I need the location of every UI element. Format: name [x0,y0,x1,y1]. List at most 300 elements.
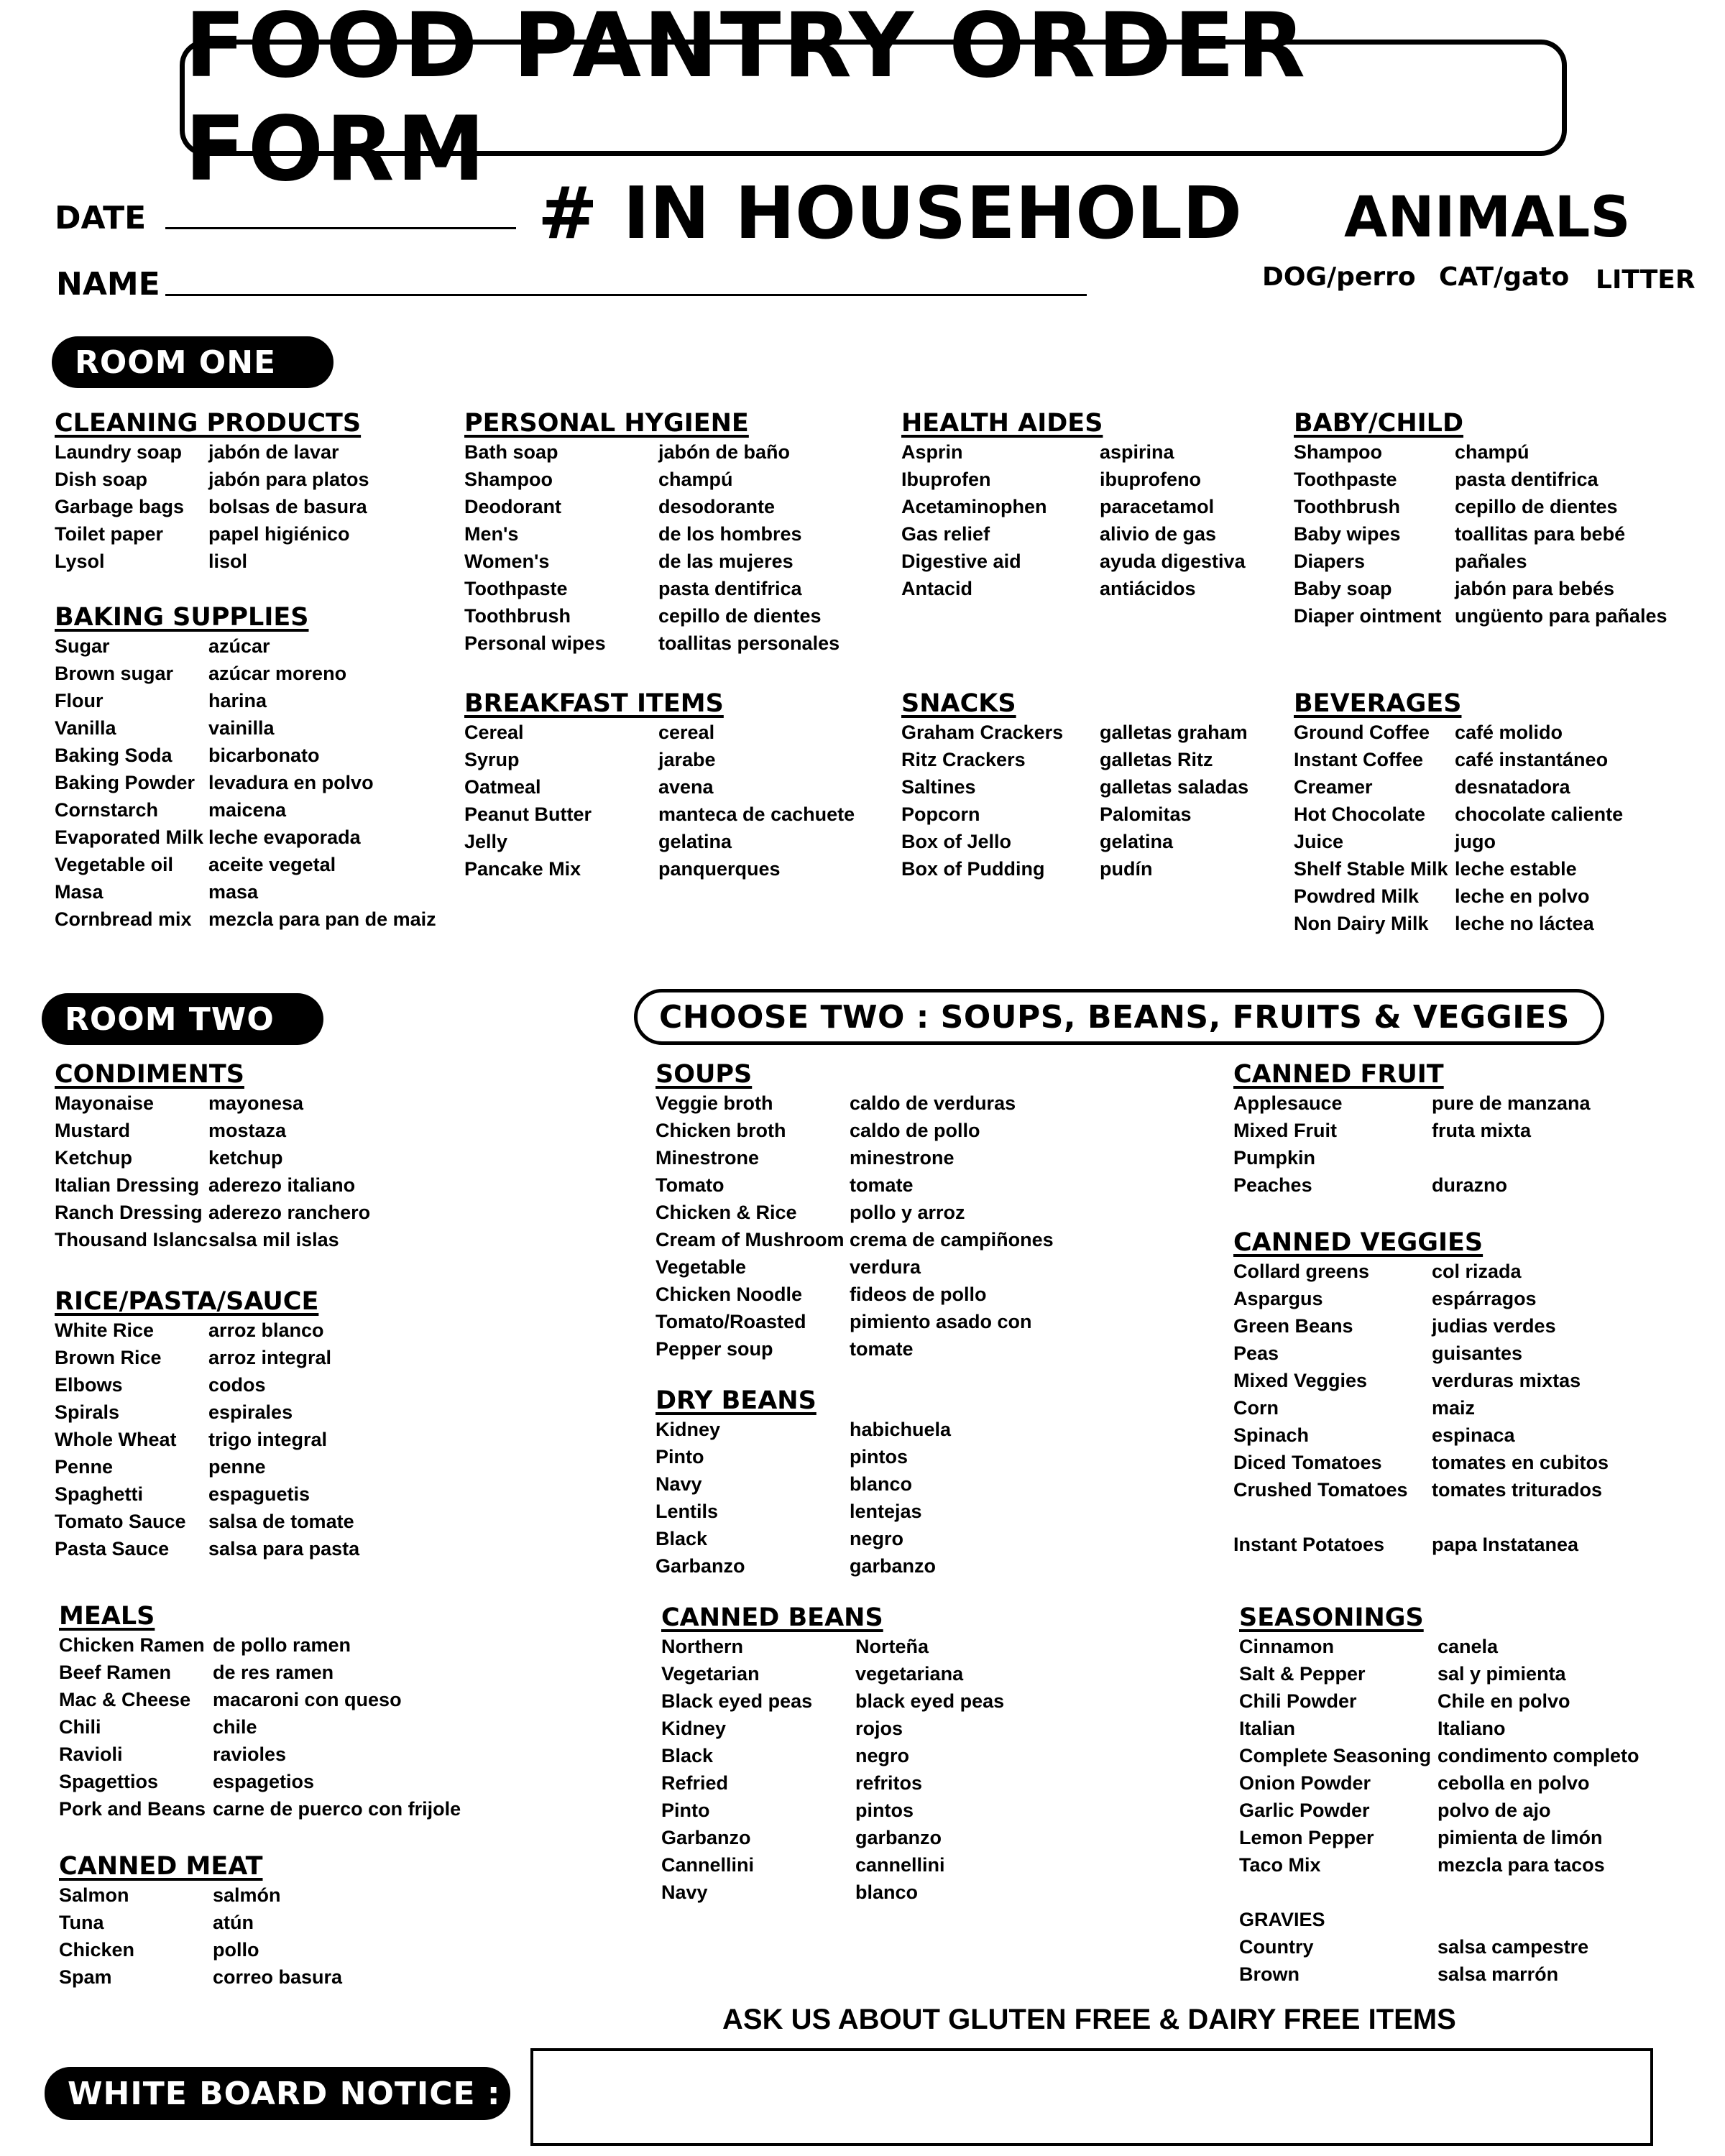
item-spanish: mayonesa [208,1092,304,1114]
list-item[interactable] [1294,438,1530,466]
list-item[interactable] [1233,1394,1483,1422]
item-english: Powdred Milk [1294,885,1420,907]
item-english: Chicken & Rice [656,1202,797,1223]
list-item[interactable] [55,906,436,933]
list-item[interactable] [55,520,361,548]
item-spanish: desnatadora [1455,776,1570,798]
list-item[interactable] [1233,1422,1515,1449]
item-list [1233,1089,1591,1199]
list-item[interactable] [1294,493,1618,520]
list-item[interactable] [656,1226,1054,1253]
item-list [656,1089,1054,1363]
list-item[interactable] [656,1552,937,1580]
item-spanish: garbanzo [850,1555,937,1577]
list-item[interactable] [55,769,374,796]
list-item[interactable] [1239,1715,1506,1742]
item-english: Instant Potatoes [1233,1534,1385,1555]
item-english: Aspargus [1233,1288,1323,1309]
list-item[interactable] [656,1117,980,1144]
list-item[interactable] [1294,801,1624,828]
item-spanish: jarabe [658,749,716,770]
item-english: Dish soap [55,469,148,490]
list-item[interactable] [464,575,802,602]
list-item[interactable] [1233,1476,1603,1503]
list-item[interactable] [1294,548,1527,575]
list-item[interactable] [59,1909,263,1936]
list-item[interactable] [1294,719,1563,746]
item-english: Sugar [55,635,110,657]
section-title: CANNED FRUIT [1233,1060,1444,1089]
list-item[interactable] [901,773,1249,801]
item-english: Men's [464,523,519,545]
list-item[interactable] [55,1199,371,1226]
list-item[interactable] [661,1742,910,1769]
item-english: Ranch Dressing [55,1202,203,1223]
item-english: Mac & Cheese [59,1689,191,1710]
list-item[interactable] [59,1881,281,1909]
item-spanish: champú [1455,441,1530,463]
list-item[interactable] [464,520,802,548]
item-english: Pumpkin [1233,1147,1316,1169]
list-item[interactable] [464,801,855,828]
list-item[interactable] [1233,1503,1483,1531]
list-item[interactable] [55,1453,318,1480]
list-item[interactable] [55,687,309,714]
list-item[interactable] [55,824,361,851]
list-item[interactable] [901,466,1201,493]
item-spanish: col rizada [1432,1261,1522,1282]
whiteboard-notice-box[interactable] [530,2048,1653,2146]
item-spanish: pintos [850,1446,908,1468]
item-english: Toilet paper [55,523,164,545]
item-list [1294,438,1668,630]
item-spanish: cepillo de dientes [1455,496,1618,517]
list-item[interactable] [59,1741,287,1768]
item-spanish: pollo y arroz [850,1202,965,1223]
list-item[interactable] [55,1508,354,1535]
item-spanish: negro [855,1745,910,1766]
section-cleaning-products [55,408,369,575]
list-item[interactable] [55,851,336,878]
list-item[interactable] [1239,1879,1424,1906]
item-spanish: vegetariana [855,1663,964,1685]
item-spanish: tomates triturados [1432,1479,1603,1501]
item-spanish: Norteña [855,1636,929,1657]
item-english: Diced Tomatoes [1233,1452,1382,1473]
list-item[interactable] [901,855,1153,883]
household-label: # IN HOUSEHOLD [538,171,1242,255]
item-list [1239,1633,1639,1988]
item-english: Collard greens [1233,1261,1370,1282]
list-item[interactable] [1239,1961,1559,1988]
item-spanish: salsa campestre [1438,1936,1589,1958]
item-spanish: salmón [213,1884,281,1906]
item-english: Shampoo [1294,441,1383,463]
item-spanish: arroz blanco [208,1319,324,1341]
item-spanish: refritos [855,1772,923,1794]
list-item[interactable] [1239,1742,1639,1769]
item-spanish: salsa de tomate [208,1511,354,1532]
item-spanish: chile [213,1716,257,1738]
section-title: CLEANING PRODUCTS [55,409,362,438]
list-item[interactable] [1233,1340,1523,1367]
item-spanish: chocolate caliente [1455,803,1624,825]
item-english: Complete Seasoning [1239,1745,1432,1766]
list-item[interactable] [464,493,776,520]
list-item[interactable] [901,575,1196,602]
item-spanish: black eyed peas [855,1690,1005,1712]
list-item[interactable] [1233,1449,1609,1476]
item-spanish: verduras mixtas [1432,1370,1581,1391]
list-item[interactable] [656,1335,914,1363]
section-title: SEASONINGS [1239,1603,1424,1632]
animal-option-dog[interactable]: DOG/perro [1262,262,1416,292]
item-list [464,438,840,657]
list-item[interactable] [901,719,1248,746]
item-english: Acetaminophen [901,496,1047,517]
list-item[interactable] [59,1963,343,1991]
name-field[interactable] [165,294,1087,296]
list-item[interactable] [661,1687,1005,1715]
item-english: Pepper soup [656,1338,773,1360]
item-english: Ketchup [55,1147,132,1169]
item-english: Brown Rice [55,1347,162,1368]
item-spanish: jugo [1455,831,1496,852]
list-item[interactable] [656,1144,954,1171]
list-item[interactable] [55,1089,304,1117]
list-item[interactable] [656,1089,1016,1117]
list-item[interactable] [55,1371,318,1399]
list-item[interactable] [1294,855,1577,883]
list-item[interactable] [1239,1824,1603,1851]
item-english: Veggie broth [656,1092,773,1114]
item-spanish: ayuda digestiva [1100,550,1246,572]
room-two-label: ROOM TWO [42,993,323,1045]
item-english: Cream of Mushroom [656,1229,845,1250]
list-item[interactable] [656,1308,1032,1335]
item-spanish: negro [850,1528,904,1549]
item-english: Navy [661,1881,708,1903]
list-item[interactable] [661,1824,942,1851]
item-english: Vanilla [55,717,116,739]
item-spanish: bicarbonato [208,745,320,766]
list-item[interactable] [656,1443,908,1470]
section-canned-beans [661,1603,1005,1906]
item-english: Diaper ointment [1294,605,1442,627]
list-item[interactable] [1233,1285,1537,1312]
section-rice-pasta-sauce [55,1286,360,1562]
section-title: BABY/CHILD [1294,409,1464,438]
list-item[interactable] [656,1525,904,1552]
list-item[interactable] [656,1281,987,1308]
list-item[interactable] [59,1795,461,1823]
list-item[interactable] [901,746,1213,773]
list-item[interactable] [1233,1367,1581,1394]
list-item[interactable] [1294,575,1615,602]
list-item[interactable] [464,602,822,630]
item-spanish: jabón para platos [208,469,369,490]
list-item[interactable] [1239,1797,1551,1824]
item-english: Toothbrush [464,605,571,627]
item-spanish: fideos de pollo [850,1284,987,1305]
item-spanish: paracetamol [1100,496,1215,517]
list-item[interactable] [55,1426,328,1453]
item-english: Toothpaste [1294,469,1397,490]
animal-option-litter[interactable]: LITTER [1596,265,1696,295]
list-item[interactable] [464,630,840,657]
item-english: Baking Powder [55,772,196,793]
list-item[interactable] [55,1144,283,1171]
item-spanish: guisantes [1432,1342,1523,1364]
list-item[interactable] [55,1399,318,1426]
item-english: Thousand Islanc [55,1229,208,1250]
item-english: Ibuprofen [901,469,991,490]
item-english: Pasta Sauce [55,1538,170,1560]
item-english: Pinto [656,1446,704,1468]
list-item[interactable] [656,1416,952,1443]
item-english: Crushed Tomatoes [1233,1479,1408,1501]
list-item[interactable] [59,1686,402,1713]
list-item[interactable] [901,548,1246,575]
item-english: Flour [55,690,104,711]
item-english: Hot Chocolate [1294,803,1426,825]
list-item[interactable] [1239,1906,1424,1933]
item-english: Chili Powder [1239,1690,1357,1712]
list-item[interactable] [59,1713,257,1741]
list-item[interactable] [1294,520,1626,548]
item-english: Mixed Fruit [1233,1120,1338,1141]
animal-option-cat[interactable]: CAT/gato [1439,262,1570,292]
item-spanish: pasta dentifrica [1455,469,1598,490]
list-item[interactable] [661,1797,914,1824]
choose-two-label: CHOOSE TWO : SOUPS, BEANS, FRUITS & VEGGIES [659,998,1570,1036]
list-item[interactable] [464,746,724,773]
list-item[interactable] [55,878,309,906]
section-title: BREAKFAST ITEMS [464,689,724,718]
list-item[interactable] [656,1498,922,1525]
item-english: Tomato/Roasted [656,1311,806,1332]
section-title: CANNED MEAT [59,1852,263,1881]
item-spanish: café molido [1455,722,1563,743]
list-item[interactable] [901,801,1192,828]
list-item[interactable] [55,714,309,742]
item-english: Black eyed peas [661,1690,813,1712]
item-english: Shelf Stable Milk [1294,858,1448,880]
item-english: Brown [1239,1963,1300,1985]
item-english: Vegetable oil [55,854,174,875]
item-spanish: ravioles [213,1743,287,1765]
list-item[interactable] [55,1171,356,1199]
list-item[interactable] [1239,1769,1590,1797]
item-spanish: ungüento para pañales [1455,605,1668,627]
list-item[interactable] [1294,828,1496,855]
list-item[interactable] [464,828,732,855]
item-english: Spinach [1233,1424,1310,1446]
item-spanish: pure de manzana [1432,1092,1591,1114]
list-item[interactable] [1239,1687,1570,1715]
item-english: Antacid [901,578,973,599]
item-english: Lysol [55,550,105,572]
item-english: Chicken broth [656,1120,786,1141]
list-item[interactable] [55,1480,318,1508]
item-spanish: toallitas personales [658,632,840,654]
list-item[interactable] [901,520,1217,548]
item-spanish: pollo [213,1939,259,1961]
item-english: Peanut Butter [464,803,592,825]
item-english: Mayonaise [55,1092,155,1114]
list-item[interactable] [59,1631,351,1659]
list-item[interactable] [1239,1851,1605,1879]
list-item[interactable] [661,1633,929,1660]
item-english: Beef Ramen [59,1662,172,1683]
item-spanish: panquerques [658,858,781,880]
list-item[interactable] [661,1851,945,1879]
item-spanish: tomates en cubitos [1432,1452,1609,1473]
item-spanish: polvo de ajo [1438,1800,1551,1821]
item-english: Chicken Noodle [656,1284,803,1305]
list-item[interactable] [55,1344,332,1371]
item-english: Peaches [1233,1174,1312,1196]
item-spanish: avena [658,776,714,798]
section-personal-hygiene [464,408,840,657]
list-item[interactable] [661,1660,964,1687]
item-spanish: canela [1438,1636,1499,1657]
item-spanish: aspirina [1100,441,1174,463]
item-english: Kidney [661,1718,727,1739]
item-spanish: garbanzo [855,1827,942,1848]
item-english: Baby soap [1294,578,1392,599]
item-english: Salmon [59,1884,129,1906]
item-spanish: jabón para bebés [1455,578,1615,599]
list-item[interactable] [55,1535,360,1562]
list-item[interactable] [59,1768,315,1795]
item-spanish: mezcla para pan de maiz [208,908,436,930]
item-spanish: leche no láctea [1455,913,1594,934]
list-item[interactable] [1233,1171,1507,1199]
section-title: MEALS [59,1602,155,1631]
list-item[interactable] [59,1936,263,1963]
item-spanish: espagetios [213,1771,315,1792]
item-spanish: vainilla [208,717,275,739]
section-beverages [1294,688,1624,937]
list-item[interactable] [1233,1258,1522,1285]
item-english: Navy [656,1473,702,1495]
list-item[interactable] [55,1117,287,1144]
list-item[interactable] [661,1879,919,1906]
item-english: Diapers [1294,550,1366,572]
list-item[interactable] [1294,773,1570,801]
list-item[interactable] [55,1317,324,1344]
list-item[interactable] [1233,1144,1444,1171]
item-english: Evaporated Milk [55,826,204,848]
list-item[interactable] [55,660,347,687]
item-spanish: sal y pimienta [1438,1663,1566,1685]
item-english: Cannellini [661,1854,755,1876]
item-english: Chili [59,1716,101,1738]
item-spanish: gelatina [658,831,732,852]
list-item[interactable] [1233,1531,1579,1558]
list-item[interactable] [1294,746,1609,773]
item-spanish: azúcar [208,635,270,657]
item-spanish: maiz [1432,1397,1476,1419]
list-item[interactable] [1233,1117,1532,1144]
list-item[interactable] [464,773,724,801]
list-item[interactable] [464,466,749,493]
section-title: HEALTH AIDES [901,409,1103,438]
list-item[interactable] [55,438,361,466]
list-item[interactable] [901,828,1174,855]
section-meals [59,1601,461,1823]
list-item[interactable] [1294,910,1594,937]
list-item[interactable] [1233,1089,1591,1117]
list-item[interactable] [464,438,791,466]
item-list [59,1631,461,1823]
item-spanish: café instantáneo [1455,749,1609,770]
form-title: FOOD PANTRY ORDER FORM [185,0,1308,201]
list-item[interactable] [55,466,369,493]
list-item[interactable] [55,1226,339,1253]
list-item[interactable] [1294,883,1590,910]
list-item[interactable] [1233,1312,1556,1340]
item-english: White Rice [55,1319,155,1341]
list-item[interactable] [55,548,361,575]
list-item[interactable] [464,855,781,883]
item-english: Box of Jello [901,831,1012,852]
list-item[interactable] [55,742,320,769]
list-item[interactable] [1294,602,1668,630]
item-english: Juice [1294,831,1344,852]
item-list [1233,1258,1609,1558]
item-english: Oatmeal [464,776,541,798]
title-box [180,0,1567,201]
item-spanish: leche en polvo [1455,885,1590,907]
list-item[interactable] [661,1715,903,1742]
list-item[interactable] [656,1199,965,1226]
item-english: Whole Wheat [55,1429,177,1450]
item-english: Bath soap [464,441,558,463]
item-spanish: espaguetis [208,1483,310,1505]
list-item[interactable] [656,1470,913,1498]
list-item[interactable] [661,1769,923,1797]
item-spanish: arroz integral [208,1347,332,1368]
item-english: Ritz Crackers [901,749,1026,770]
section-title: PERSONAL HYGIENE [464,409,749,438]
item-english: Chicken [59,1939,135,1961]
list-item[interactable] [1239,1633,1499,1660]
list-item[interactable] [59,1659,334,1686]
list-item[interactable] [464,719,724,746]
date-field[interactable] [165,227,516,229]
choose-two-box [634,989,1604,1045]
section-soups [656,1059,1054,1363]
item-spanish: pasta dentifrica [658,578,802,599]
list-item[interactable] [55,632,309,660]
list-item[interactable] [901,493,1215,520]
item-english: Toothpaste [464,578,568,599]
list-item[interactable] [901,438,1174,466]
item-english: Italian Dressing [55,1174,200,1196]
list-item[interactable] [1239,1660,1566,1687]
item-english: Shampoo [464,469,553,490]
list-item[interactable] [55,796,309,824]
list-item[interactable] [656,1171,914,1199]
list-item[interactable] [656,1253,921,1281]
list-item[interactable] [1239,1933,1589,1961]
list-item[interactable] [464,548,794,575]
item-spanish: atún [213,1912,254,1933]
list-item[interactable] [1294,466,1598,493]
list-item[interactable] [55,493,367,520]
